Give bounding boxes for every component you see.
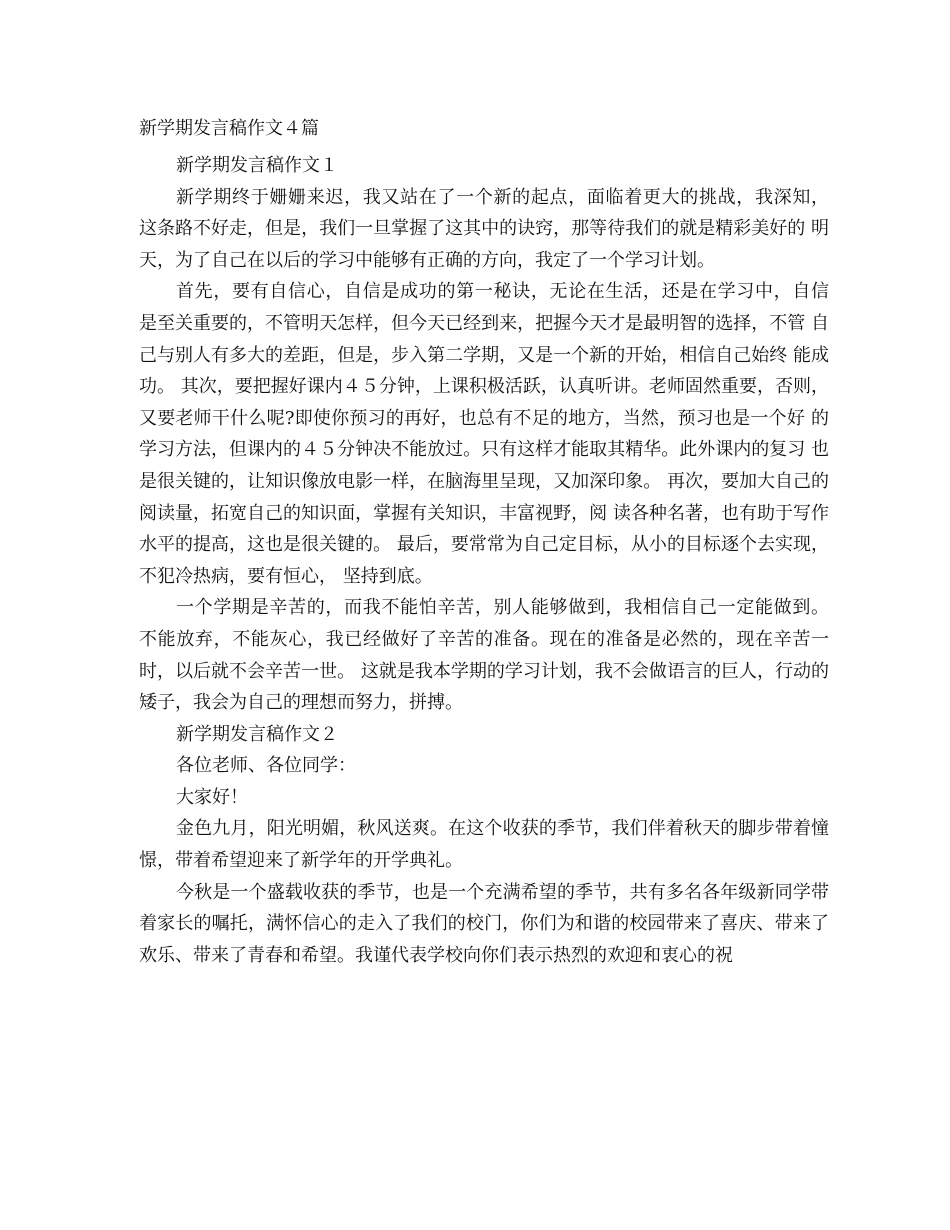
document-title: 新学期发言稿作文４篇 xyxy=(139,118,319,139)
paragraph: 一个学期是辛苦的，而我不能怕辛苦，别人能够做到，我相信自己一定能做到。 不能放弃，不能灰心，我已经做好了辛苦的准备。现在的准备是必然的，现在辛苦一 时，以后就不会辛苦一世。 这就是我本学期的学习计划，我不会做语言的巨人，行动的矮子，我会为自己的理想而努力，拼搏。 xyxy=(139,597,829,714)
paragraph: 大家好！ xyxy=(176,786,248,808)
paragraph: 各位老师、各位同学： xyxy=(176,755,356,777)
paragraph: 新学期终于姗姗来迟，我又站在了一个新的起点，面临着更大的挑战，我深知， 这条路不好走，但是，我们一旦掌握了这其中的诀窍，那等待我们的就是精彩美好的 明天，为了自己在以后的学习中能够有正确的方向，我定了一个学习计划。 xyxy=(139,186,829,271)
paragraph: 金色九月，阳光明媚，秋风送爽。在这个收获的季节，我们伴着秋天的脚步带着憧憬，带着希望迎来了新学年的开学典礼。 xyxy=(139,818,829,872)
document-body xyxy=(139,150,829,971)
section-heading: 新学期发言稿作文２ xyxy=(176,723,338,745)
paragraph: 今秋是一个盛载收获的季节，也是一个充满希望的季节，共有多名各年级新同学带着家长的嘱托，满怀信心的走入了我们的校门，你们为和谐的校园带来了喜庆、带来了欢乐、带来了青春和希望。我谨代表学校向你们表示热烈的欢迎和衷心的祝 xyxy=(139,881,829,966)
section-heading: 新学期发言稿作文１ xyxy=(176,155,338,176)
paragraph: 首先，要有自信心，自信是成功的第一秘诀，无论在生活，还是在学习中，自信 是至关重要的，不管明天怎样，但今天已经到来，把握今天才是最明智的选择，不管 自己与别人有多大的差距，但是，步入第二学期，又是一个新的开始，相信自己始终 能成功。 其次，要把握好课内４５分钟，上课积极活跃，认真听讲。老师固然重要，否则， 又要老师干什么呢?即使你预习的再好，也总有不足的地方，当然，预习也是一个好 的学习方法，但课内的４５分钟决不能放过。只有这样才能取其精华。此外课内的复习 也是很关键的，让知识像放电影一样，在脑海里呈现，又加深印象。 再次，要加大自己的阅读量，拓宽自己的知识面，掌握有关知识，丰富视野，阅 读各种名著，也有助于写作水平的提高，这也是很关键的。 最后，要常常为自己定目标，从小的目标逐个去实现，不犯冷热病，要有恒心， 坚持到底。 xyxy=(139,281,829,587)
